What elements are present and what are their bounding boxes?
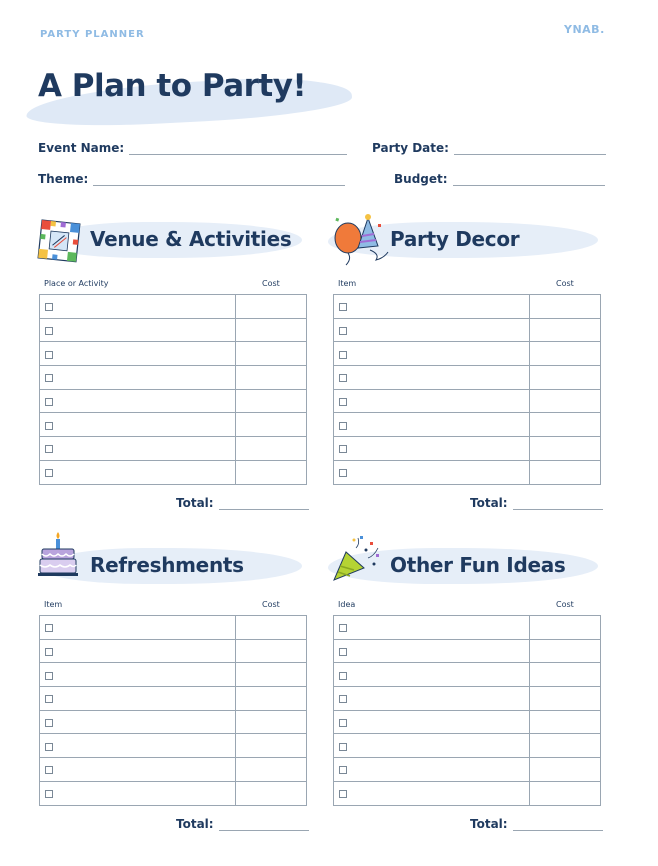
venue-heading: Venue & Activities (90, 227, 292, 251)
fun-checkbox[interactable] (339, 790, 347, 798)
decor-checkbox[interactable] (339, 351, 347, 359)
decor-checkbox[interactable] (339, 445, 347, 453)
refreshments-cost-cell[interactable] (236, 781, 307, 805)
refreshments-entry-cell[interactable] (40, 734, 236, 758)
refreshments-entry-cell[interactable] (40, 758, 236, 782)
fun-col-cost: Cost (556, 600, 574, 609)
fun-heading: Other Fun Ideas (390, 553, 566, 577)
decor-total-line[interactable] (513, 498, 603, 510)
theme-label: Theme: (38, 172, 89, 186)
refreshments-row (40, 616, 307, 640)
refreshments-entry-cell[interactable] (40, 781, 236, 805)
decor-cost-cell[interactable] (530, 437, 601, 461)
balloon-party-hat-icon (328, 210, 392, 268)
fun-row (334, 734, 601, 758)
venue-checkbox[interactable] (45, 374, 53, 382)
venue-total-label: Total: (176, 496, 214, 510)
venue-table (39, 294, 307, 485)
event-name-field[interactable] (38, 141, 347, 155)
fun-row (334, 639, 601, 663)
venue-row (40, 389, 307, 413)
fun-entry-cell[interactable] (334, 734, 530, 758)
refreshments-checkbox[interactable] (45, 790, 53, 798)
refreshments-entry-cell[interactable] (40, 710, 236, 734)
fun-checkbox[interactable] (339, 648, 347, 656)
decor-entry-cell[interactable] (334, 318, 530, 342)
venue-entry-cell[interactable] (40, 366, 236, 390)
venue-cost-cell[interactable] (236, 460, 307, 484)
refreshments-col-item: Item (44, 600, 63, 609)
venue-cost-cell[interactable] (236, 366, 307, 390)
refreshments-total-label: Total: (176, 817, 214, 831)
venue-checkbox[interactable] (45, 351, 53, 359)
refreshments-checkbox[interactable] (45, 695, 53, 703)
refreshments-total[interactable] (176, 817, 309, 831)
venue-cost-cell[interactable] (236, 318, 307, 342)
decor-row (334, 366, 601, 390)
decor-row (334, 342, 601, 366)
decor-row (334, 318, 601, 342)
refreshments-entry-cell[interactable] (40, 616, 236, 640)
refreshments-row (40, 663, 307, 687)
decor-checkbox[interactable] (339, 398, 347, 406)
refreshments-checkbox[interactable] (45, 648, 53, 656)
venue-cost-cell[interactable] (236, 342, 307, 366)
fun-total[interactable] (470, 817, 603, 831)
fun-cost-cell[interactable] (530, 663, 601, 687)
venue-cost-cell[interactable] (236, 389, 307, 413)
refreshments-checkbox[interactable] (45, 624, 53, 632)
venue-row (40, 342, 307, 366)
venue-row (40, 413, 307, 437)
decor-col-cost: Cost (556, 279, 574, 288)
venue-row (40, 366, 307, 390)
event-name-line[interactable] (129, 143, 347, 155)
refreshments-row (40, 639, 307, 663)
decor-entry-cell[interactable] (334, 295, 530, 319)
brand-logo: YNAB. (564, 23, 605, 36)
fun-checkbox[interactable] (339, 695, 347, 703)
refreshments-row (40, 734, 307, 758)
refreshments-col-cost: Cost (262, 600, 280, 609)
refreshments-cost-cell[interactable] (236, 687, 307, 711)
fun-entry-cell[interactable] (334, 616, 530, 640)
refreshments-cost-cell[interactable] (236, 734, 307, 758)
venue-row (40, 437, 307, 461)
decor-entry-cell[interactable] (334, 413, 530, 437)
refreshments-row (40, 710, 307, 734)
fun-cost-cell[interactable] (530, 639, 601, 663)
theme-field[interactable] (38, 172, 345, 186)
venue-checkbox[interactable] (45, 445, 53, 453)
fun-cost-cell[interactable] (530, 734, 601, 758)
event-name-label: Event Name: (38, 141, 125, 155)
fun-row (334, 687, 601, 711)
venue-row (40, 460, 307, 484)
birthday-cake-icon (36, 528, 80, 580)
fun-row (334, 781, 601, 805)
refreshments-checkbox[interactable] (45, 743, 53, 751)
theme-line[interactable] (93, 174, 345, 186)
decor-cost-cell[interactable] (530, 366, 601, 390)
venue-total-line[interactable] (219, 498, 309, 510)
fun-row (334, 758, 601, 782)
venue-checkbox[interactable] (45, 398, 53, 406)
decor-total-label: Total: (470, 496, 508, 510)
party-date-label: Party Date: (372, 141, 449, 155)
decor-col-item: Item (338, 279, 357, 288)
refreshments-entry-cell[interactable] (40, 687, 236, 711)
decor-cost-cell[interactable] (530, 460, 601, 484)
fun-checkbox[interactable] (339, 719, 347, 727)
refreshments-cost-cell[interactable] (236, 663, 307, 687)
venue-entry-cell[interactable] (40, 460, 236, 484)
fun-table (333, 615, 601, 806)
venue-cost-cell[interactable] (236, 437, 307, 461)
fun-col-idea: Idea (338, 600, 356, 609)
venue-col-cost: Cost (262, 279, 280, 288)
refreshments-cost-cell[interactable] (236, 616, 307, 640)
fun-entry-cell[interactable] (334, 663, 530, 687)
budget-label: Budget: (394, 172, 448, 186)
venue-total[interactable] (176, 496, 309, 510)
decor-row (334, 295, 601, 319)
fun-entry-cell[interactable] (334, 687, 530, 711)
refreshments-cost-cell[interactable] (236, 758, 307, 782)
refreshments-entry-cell[interactable] (40, 639, 236, 663)
refreshments-row (40, 758, 307, 782)
decor-checkbox[interactable] (339, 469, 347, 477)
decor-entry-cell[interactable] (334, 460, 530, 484)
decor-checkbox[interactable] (339, 422, 347, 430)
fun-checkbox[interactable] (339, 766, 347, 774)
venue-row (40, 318, 307, 342)
decor-entry-cell[interactable] (334, 437, 530, 461)
decor-cost-cell[interactable] (530, 342, 601, 366)
fun-checkbox[interactable] (339, 743, 347, 751)
board-game-icon (36, 218, 84, 264)
refreshments-entry-cell[interactable] (40, 663, 236, 687)
decor-cost-cell[interactable] (530, 318, 601, 342)
fun-total-label: Total: (470, 817, 508, 831)
party-popper-icon (330, 530, 384, 584)
fun-row (334, 616, 601, 640)
fun-entry-cell[interactable] (334, 758, 530, 782)
decor-row (334, 437, 601, 461)
decor-total[interactable] (470, 496, 603, 510)
budget-field[interactable] (394, 172, 605, 186)
refreshments-cost-cell[interactable] (236, 710, 307, 734)
fun-cost-cell[interactable] (530, 758, 601, 782)
fun-checkbox[interactable] (339, 624, 347, 632)
decor-cost-cell[interactable] (530, 389, 601, 413)
fun-row (334, 663, 601, 687)
venue-entry-cell[interactable] (40, 389, 236, 413)
decor-entry-cell[interactable] (334, 342, 530, 366)
venue-col-place: Place or Activity (44, 279, 109, 288)
fun-entry-cell[interactable] (334, 781, 530, 805)
decor-entry-cell[interactable] (334, 366, 530, 390)
venue-row (40, 295, 307, 319)
decor-cost-cell[interactable] (530, 413, 601, 437)
venue-checkbox[interactable] (45, 469, 53, 477)
venue-entry-cell[interactable] (40, 437, 236, 461)
venue-entry-cell[interactable] (40, 342, 236, 366)
refreshments-checkbox[interactable] (45, 719, 53, 727)
refreshments-checkbox[interactable] (45, 672, 53, 680)
venue-checkbox[interactable] (45, 327, 53, 335)
page-title: A Plan to Party! (38, 68, 307, 104)
party-date-field[interactable] (372, 141, 606, 155)
decor-checkbox[interactable] (339, 303, 347, 311)
venue-checkbox[interactable] (45, 422, 53, 430)
refreshments-total-line[interactable] (219, 819, 309, 831)
decor-row (334, 413, 601, 437)
budget-line[interactable] (453, 174, 605, 186)
decor-checkbox[interactable] (339, 327, 347, 335)
refreshments-row (40, 781, 307, 805)
eyebrow-label: PARTY PLANNER (40, 29, 145, 40)
venue-entry-cell[interactable] (40, 318, 236, 342)
fun-cost-cell[interactable] (530, 687, 601, 711)
refreshments-row (40, 687, 307, 711)
venue-cost-cell[interactable] (236, 295, 307, 319)
fun-cost-cell[interactable] (530, 616, 601, 640)
fun-checkbox[interactable] (339, 672, 347, 680)
fun-entry-cell[interactable] (334, 710, 530, 734)
fun-entry-cell[interactable] (334, 639, 530, 663)
venue-entry-cell[interactable] (40, 413, 236, 437)
fun-total-line[interactable] (513, 819, 603, 831)
party-date-line[interactable] (454, 143, 606, 155)
fun-cost-cell[interactable] (530, 781, 601, 805)
refreshments-checkbox[interactable] (45, 766, 53, 774)
decor-table (333, 294, 601, 485)
decor-row (334, 460, 601, 484)
venue-checkbox[interactable] (45, 303, 53, 311)
fun-cost-cell[interactable] (530, 710, 601, 734)
decor-row (334, 389, 601, 413)
decor-heading: Party Decor (390, 227, 520, 251)
refreshments-cost-cell[interactable] (236, 639, 307, 663)
venue-cost-cell[interactable] (236, 413, 307, 437)
decor-entry-cell[interactable] (334, 389, 530, 413)
venue-entry-cell[interactable] (40, 295, 236, 319)
fun-row (334, 710, 601, 734)
decor-checkbox[interactable] (339, 374, 347, 382)
refreshments-table (39, 615, 307, 806)
decor-cost-cell[interactable] (530, 295, 601, 319)
refreshments-heading: Refreshments (90, 553, 244, 577)
